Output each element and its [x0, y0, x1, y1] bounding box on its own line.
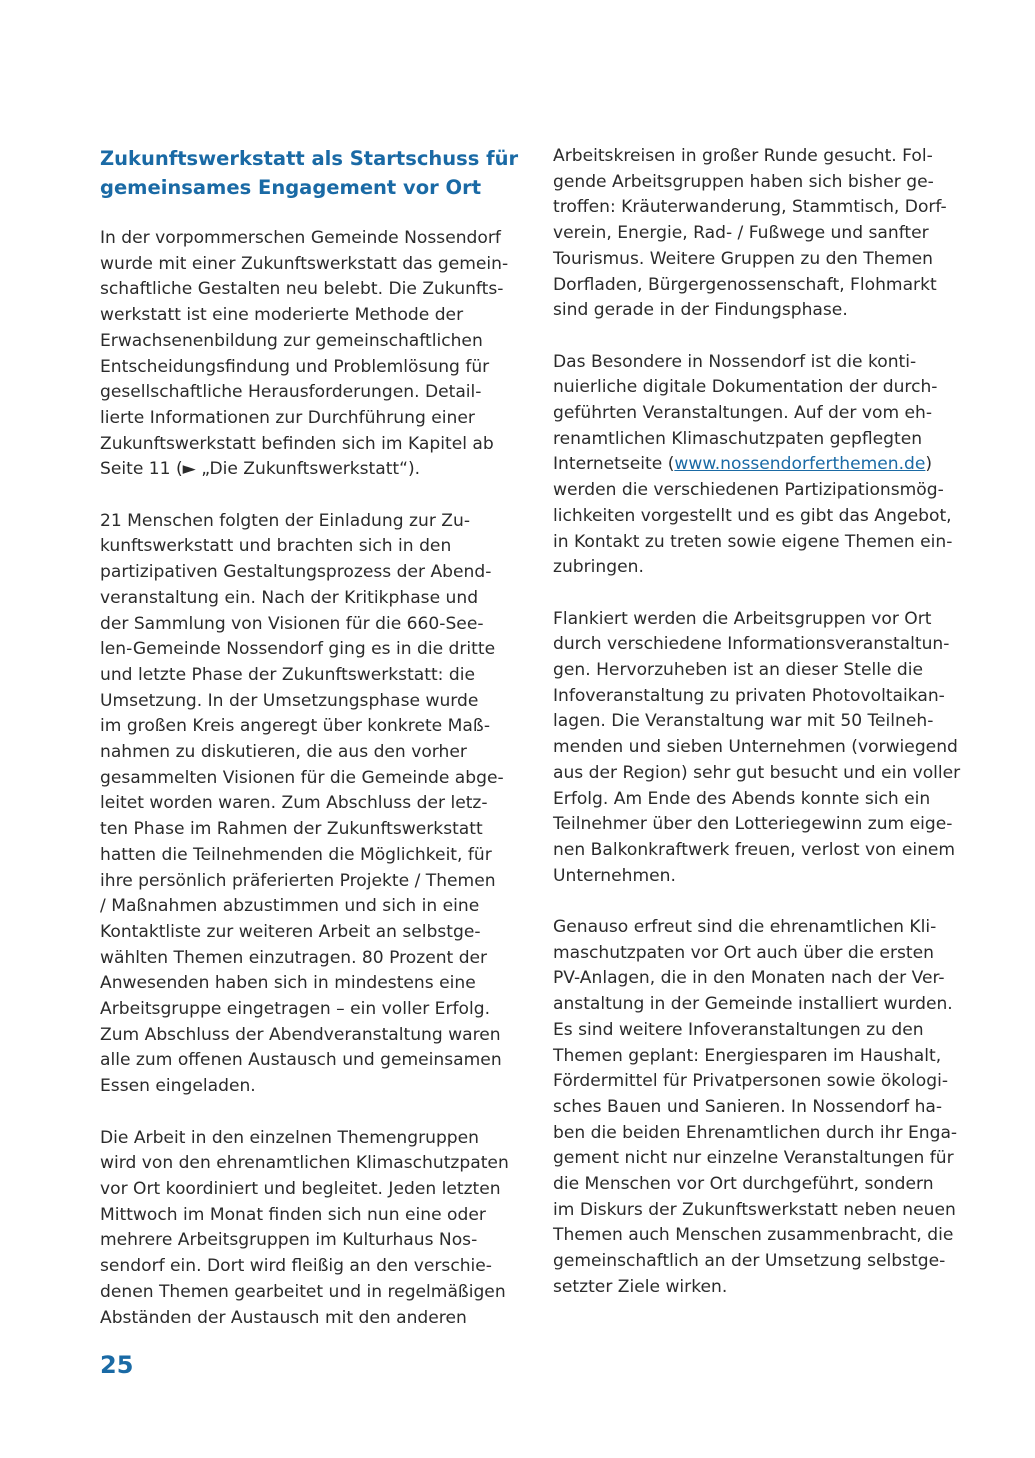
paragraph-line: nuierliche digitale Dokumentation der durch- — [553, 377, 938, 398]
paragraph-line: werden die verschiedenen Partizipationsmög- — [553, 480, 944, 501]
paragraph — [553, 350, 983, 581]
paragraph-line: Arbeitsgruppe eingetragen – ein voller Erfolg. — [100, 999, 491, 1020]
paragraph — [100, 509, 520, 1100]
paragraph-line: Kontaktliste zur weiteren Arbeit an selbstge- — [100, 921, 481, 942]
paragraph-line: Unternehmen. — [553, 865, 676, 886]
paragraph — [553, 607, 983, 890]
paragraph-line: gement nicht nur einzelne Veranstaltungen für — [553, 1148, 954, 1169]
paragraph-line: schaftliche Gestalten neu belebt. Die Zukunfts- — [100, 279, 504, 300]
paragraph-line: Flankiert werden die Arbeitsgruppen vor Ort — [553, 608, 932, 629]
heading-line: Zukunftswerkstatt als Startschuss für — [100, 147, 519, 170]
paragraph-line: Tourismus. Weitere Gruppen zu den Themen — [553, 248, 934, 269]
paragraph-line: gemeinschaftlich an der Umsetzung selbstge- — [553, 1251, 946, 1272]
paragraph-line: gen. Hervorzuheben ist an dieser Stelle die — [553, 660, 924, 681]
paragraph-line: werkstatt ist eine moderierte Methode der — [100, 305, 464, 326]
paragraph-line: Die Arbeit in den einzelnen Themengruppen — [100, 1127, 480, 1148]
page-number: 25 — [100, 1351, 134, 1379]
link-suffix: ) — [925, 454, 933, 475]
paragraph-line: Anwesenden haben sich in mindestens eine — [100, 973, 476, 994]
paragraph-line: Seite 11 (► „Die Zukunftswerkstatt“). — [100, 459, 421, 480]
paragraph-line: durch verschiedene Informationsveranstaltun- — [553, 634, 950, 655]
paragraph-line: Infoveranstaltung zu privaten Photovoltaikan- — [553, 685, 945, 706]
paragraph-line: Themen geplant: Energiesparen im Haushalt, — [553, 1045, 942, 1066]
paragraph-line: im Diskurs der Zukunftswerkstatt neben neuen — [553, 1199, 956, 1220]
paragraph-line: gesellschaftliche Herausforderungen. Detail- — [100, 382, 482, 403]
paragraph-line: PV-Anlagen, die in den Monaten nach der Ver- — [553, 968, 945, 989]
paragraph-line: Themen auch Menschen zusammenbracht, die — [553, 1225, 954, 1246]
section-heading — [100, 144, 520, 202]
paragraph-line: Umsetzung. In der Umsetzungsphase wurde — [100, 690, 479, 711]
paragraph-line: partizipativen Gestaltungsprozess der Abend- — [100, 562, 492, 583]
paragraph-line: sendorf ein. Dort wird fleißig an den verschie- — [100, 1256, 492, 1277]
paragraph-line: lichkeiten vorgestellt und es gibt das Angebot, — [553, 505, 952, 526]
paragraph-line: sches Bauen und Sanieren. In Nossendorf ha- — [553, 1096, 943, 1117]
paragraph-line: geführten Veranstaltungen. Auf der vom eh- — [553, 403, 933, 424]
paragraph-line: Fördermittel für Privatpersonen sowie ökologi- — [553, 1071, 949, 1092]
paragraph-line: Abständen der Austausch mit den anderen — [100, 1307, 467, 1328]
paragraph-line: maschutzpaten vor Ort auch über die ersten — [553, 942, 934, 963]
paragraph-line: renamtlichen Klimaschutzpaten gepflegten — [553, 428, 923, 449]
paragraph-line: setzter Ziele wirken. — [553, 1276, 728, 1297]
paragraph-line: nen Balkonkraftwerk freuen, verlost von einem — [553, 839, 956, 860]
paragraph-line: ten Phase im Rahmen der Zukunftswerkstatt — [100, 819, 483, 840]
paragraph-line: wählten Themen einzutragen. 80 Prozent der — [100, 947, 488, 968]
paragraph — [100, 226, 520, 483]
paragraph-line: die Menschen vor Ort durchgeführt, sondern — [553, 1174, 934, 1195]
paragraph-line: Arbeitskreisen in großer Runde gesucht. Fol- — [553, 146, 933, 166]
paragraph-line: Dorfladen, Bürgergenossenschaft, Flohmarkt — [553, 274, 937, 295]
paragraph-line: und letzte Phase der Zukunftswerkstatt: die — [100, 664, 475, 685]
paragraph-line: lagen. Die Veranstaltung war mit 50 Teilneh- — [553, 711, 934, 732]
paragraph-line: len-Gemeinde Nossendorf ging es in die dritte — [100, 639, 496, 660]
paragraph-line: wurde mit einer Zukunftswerkstatt das gemein- — [100, 253, 509, 274]
heading-line: gemeinsames Engagement vor Ort — [100, 176, 482, 199]
paragraph-line: 21 Menschen folgten der Einladung zur Zu- — [100, 510, 470, 531]
paragraph-line: wird von den ehrenamtlichen Klimaschutzpaten — [100, 1153, 509, 1174]
paragraph-line: hatten die Teilnehmenden die Möglichkeit, für — [100, 844, 492, 865]
paragraph-line: mehrere Arbeitsgruppen im Kulturhaus Nos- — [100, 1230, 478, 1251]
paragraph-line: gesammelten Visionen für die Gemeinde abge- — [100, 767, 504, 788]
paragraph-line: Erfolg. Am Ende des Abends konnte sich ein — [553, 788, 931, 809]
link-prefix: Internetseite ( — [553, 454, 675, 475]
paragraph-line: Zukunftswerkstatt befinden sich im Kapitel ab — [100, 433, 494, 454]
paragraph-line: der Sammlung von Visionen für die 660-See- — [100, 613, 484, 634]
paragraph-line: Mittwoch im Monat finden sich nun eine oder — [100, 1204, 486, 1225]
paragraph-line: Das Besondere in Nossendorf ist die konti- — [553, 351, 917, 372]
left-column — [100, 144, 520, 1357]
paragraph-line: Teilnehmer über den Lotteriegewinn zum eige- — [553, 814, 953, 835]
paragraph-line: denen Themen gearbeitet und in regelmäßigen — [100, 1281, 506, 1302]
paragraph-line: verein, Energie, Rad- / Fußwege und sanfter — [553, 223, 929, 244]
paragraph — [553, 144, 983, 324]
paragraph-line: ben die beiden Ehrenamtlichen durch ihr Enga- — [553, 1122, 958, 1143]
paragraph-line: vor Ort koordiniert und begleitet. Jeden letzten — [100, 1178, 501, 1199]
left-body-text — [100, 226, 520, 1331]
paragraph-line: gende Arbeitsgruppen haben sich bisher ge- — [553, 171, 934, 192]
paragraph — [553, 915, 983, 1301]
paragraph-line: lierte Informationen zur Durchführung einer — [100, 407, 475, 428]
paragraph-line: ihre persönlich präferierten Projekte / Themen — [100, 870, 496, 891]
paragraph-line: aus der Region) sehr gut besucht und ein voller — [553, 762, 961, 783]
paragraph-line: veranstaltung ein. Nach der Kritikphase und — [100, 587, 479, 608]
right-column — [553, 144, 983, 1326]
website-link[interactable]: www.nossendorferthemen.de — [674, 454, 926, 475]
paragraph-line: troffen: Kräuterwanderung, Stammtisch, Dorf- — [553, 197, 947, 218]
paragraph-line: Zum Abschluss der Abendveranstaltung waren — [100, 1024, 501, 1045]
paragraph-line: Entscheidungsfindung und Problemlösung für — [100, 356, 490, 377]
paragraph-line: Genauso erfreut sind die ehrenamtlichen Kli- — [553, 917, 937, 938]
paragraph-line: Erwachsenenbildung zur gemeinschaftlichen — [100, 330, 483, 351]
paragraph-line: zubringen. — [553, 557, 644, 578]
paragraph-line: menden und sieben Unternehmen (vorwiegend — [553, 737, 958, 758]
paragraph-line: sind gerade in der Findungsphase. — [553, 300, 848, 321]
paragraph-line: alle zum offenen Austausch und gemeinsamen — [100, 1050, 502, 1071]
paragraph-line: In der vorpommerschen Gemeinde Nossendorf — [100, 228, 501, 248]
paragraph-line: anstaltung in der Gemeinde installiert wurden. — [553, 994, 953, 1015]
paragraph-line: nahmen zu diskutieren, die aus den vorher — [100, 742, 467, 763]
paragraph-line — [553, 452, 983, 478]
paragraph-line: Essen eingeladen. — [100, 1076, 256, 1097]
paragraph-line: leitet worden waren. Zum Abschluss der letz- — [100, 793, 488, 814]
paragraph — [100, 1126, 520, 1332]
paragraph-line: im großen Kreis angeregt über konkrete Maß- — [100, 716, 491, 737]
paragraph-line: in Kontakt zu treten sowie eigene Themen ein- — [553, 531, 953, 552]
paragraph-line: Es sind weitere Infoveranstaltungen zu den — [553, 1019, 924, 1040]
paragraph-line: kunftswerkstatt und brachten sich in den — [100, 536, 452, 557]
paragraph-line: / Maßnahmen abzustimmen und sich in eine — [100, 896, 480, 917]
